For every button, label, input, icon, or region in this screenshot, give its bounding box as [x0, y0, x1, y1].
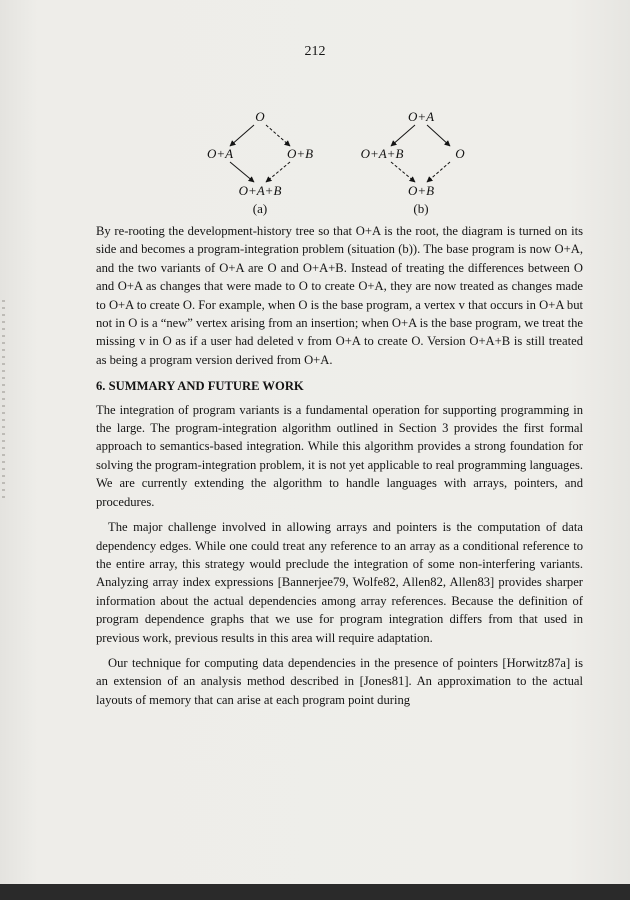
node-b-top: O+A — [407, 109, 435, 124]
body-text — [96, 222, 583, 709]
edge-b-top-left — [391, 125, 415, 146]
paragraph-data-dependencies: Our technique for computing data dependencies in the presence of pointers [Horwitz87a] is an extension of an analysis method described in [Jones81]. An approximation to the actual layouts of memory that can arise at each program point during — [96, 655, 583, 707]
node-b-left: O+A+B — [360, 146, 404, 161]
paragraph-rerooting: By re-rooting the development-history tree so that O+A is the root, the diagram is turned on its side and becomes a program-integration problem (situation (b)). The base program is now O+A, and the two variants of O+A are O and O+A+B. Instead of treating the differences between O and O+A as changes that were made to O to create O+A, they are now treated as changes made to O+A to create O. For example, when O is the base program, a vertex v that occurs in O+A but not in O is a “new” vertex arising from an insertion; when O+A is the base program, we treat the missing v in O as if a user had deleted v from O+A to create O. Version O+A+B is still treated as being a program version derived from O+A. — [96, 224, 583, 367]
node-a-bottom: O+A+B — [238, 183, 282, 198]
edge-b-left-bottom — [391, 162, 415, 182]
node-a-left: O+A — [206, 146, 234, 161]
edge-b-top-right — [427, 125, 450, 146]
paragraph-summary: The integration of program variants is a fundamental operation for supporting programming in the large. The program-integration algorithm outlined in Section 3 provides the first formal approach to semantics-based integration. While this algorithm provides a strong foundation for solving the program-integration problem, it is not yet applicable to real programming languages. We are currently extending the algorithm to handle languages with arrays, pointers, and procedures. — [96, 402, 583, 509]
node-a-top: O — [255, 109, 265, 124]
edge-b-right-bottom — [427, 162, 450, 182]
node-b-right: O — [455, 146, 465, 161]
diagram-b — [361, 109, 466, 216]
section-heading: 6. SUMMARY AND FUTURE WORK — [96, 379, 304, 394]
page-number: 212 — [304, 44, 326, 59]
edge-a-top-right — [266, 125, 290, 146]
caption-a: (a) — [252, 201, 268, 216]
caption-b: (b) — [413, 201, 429, 216]
edge-a-right-bottom — [266, 162, 290, 182]
scan-bottom-edge — [0, 884, 630, 900]
scan-margin-marks — [2, 300, 5, 500]
node-b-bottom: O+B — [407, 183, 435, 198]
version-diagram-figure — [176, 100, 465, 220]
edge-a-top-left — [230, 125, 254, 146]
node-a-right: O+B — [286, 146, 314, 161]
paragraph-arrays-pointers: The major challenge involved in allowing arrays and pointers is the computation of data dependency edges. While one could treat any reference to an array as a conditional reference to the entire array, this strategy would preclude the integration of some non-interfering variants. Analyzing array index expressions [Bannerjee79, Wolfe82, Allen82, Allen83] provides sharper information about the actual dependencies among array references. Because the definition of program dependence graphs that we use for program integration differs from that used in previous work, previous results in this area will require adaptation. — [96, 520, 583, 645]
diagram-a — [207, 109, 313, 216]
edge-a-left-bottom — [230, 162, 254, 182]
